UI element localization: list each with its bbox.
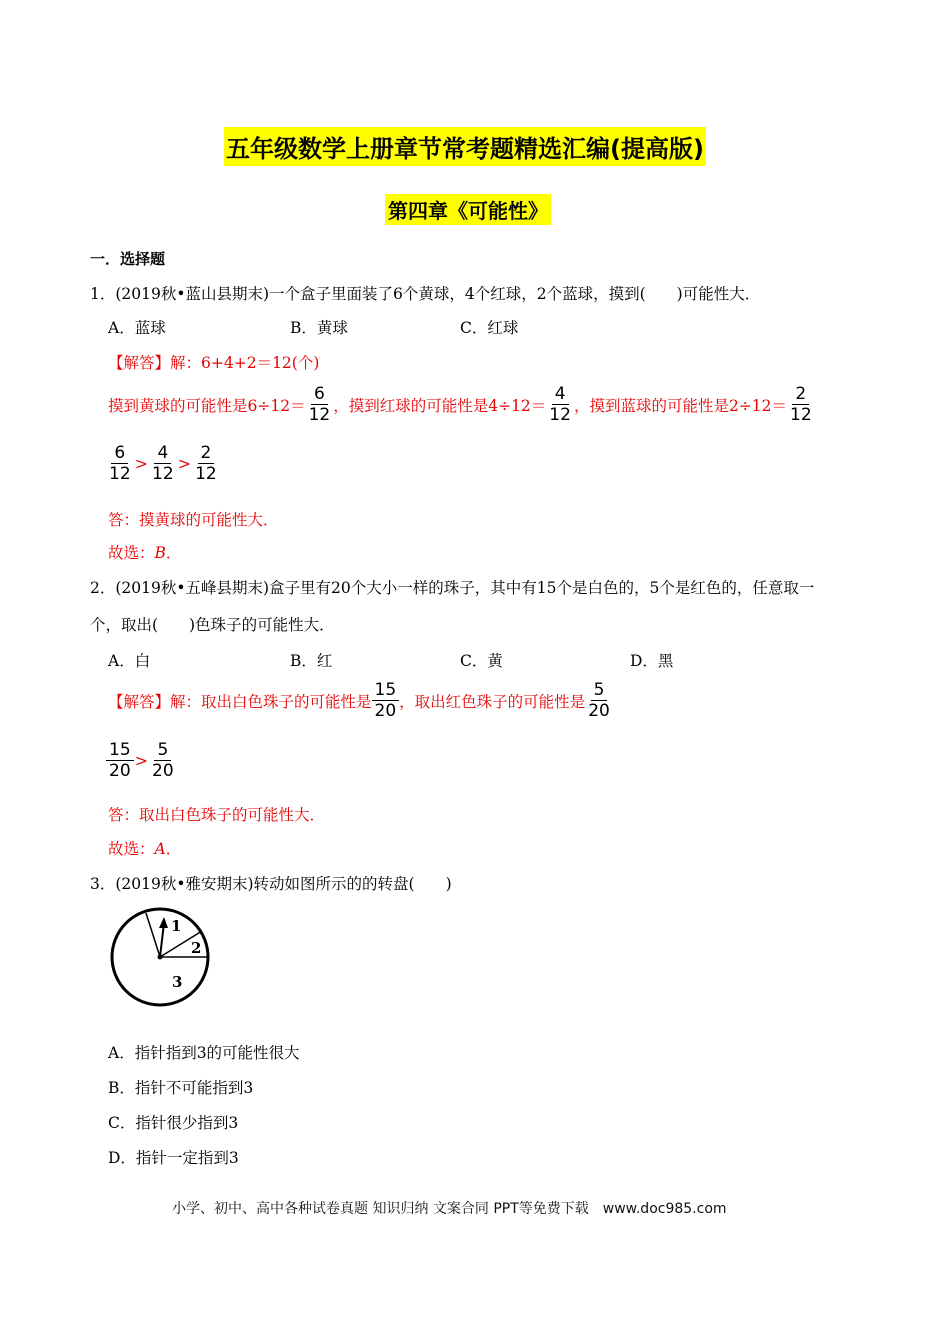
fraction: $\frac{4}{12}$ bbox=[549, 384, 571, 425]
chapter-title: 第四章《可能性》 bbox=[385, 194, 551, 225]
fraction: $\frac{15}{20}$ bbox=[106, 740, 134, 781]
q2-option-c: C．黄 bbox=[460, 652, 503, 670]
fraction: $\frac{5}{20}$ bbox=[588, 680, 610, 721]
q3-option-c: C．指针很少指到3 bbox=[108, 1114, 239, 1132]
section-heading: 一．选择题 bbox=[90, 250, 166, 268]
q2-conclusion: 答：取出白色珠子的可能性大． bbox=[108, 806, 326, 824]
greater-than: > bbox=[134, 454, 149, 473]
q3-option-b: B．指针不可能指到3 bbox=[108, 1079, 254, 1097]
spinner-pointer bbox=[160, 923, 164, 957]
q1-conclusion: 答：摸黄球的可能性大． bbox=[108, 511, 279, 529]
question-1-stem: 1．(2019秋•蓝山县期末)一个盒子里面装了6个黄球，4个红球，2个蓝球，摸到( )可能性大． bbox=[90, 285, 761, 303]
spinner-figure bbox=[108, 905, 212, 1009]
question-3-stem: 3．(2019秋•雅安期末)转动如图所示的的转盘( ) bbox=[90, 875, 452, 893]
greater-than: > bbox=[177, 454, 192, 473]
q2-option-d: D．黑 bbox=[630, 652, 674, 670]
answer-head: 解：6+4+2＝12(个) bbox=[170, 354, 320, 372]
q1-option-c: C．红球 bbox=[460, 319, 519, 337]
q1-probability-line bbox=[108, 384, 815, 425]
document-title: 五年级数学上册章节常考题精选汇编(提高版) bbox=[224, 127, 706, 166]
page-footer: 小学、初中、高中各种试卷真题 知识归纳 文案合同 PPT等免费下载 www.doc985.com bbox=[172, 1201, 727, 1217]
q1-option-b: B．黄球 bbox=[290, 319, 348, 337]
fraction: $\frac{6}{12}$ bbox=[308, 384, 331, 425]
fraction: $\frac{2}{12}$ bbox=[195, 443, 217, 484]
spinner-arrow-icon bbox=[159, 917, 168, 928]
spinner-divider bbox=[146, 913, 160, 957]
question-2-stem-line1: 2．(2019秋•五峰县期末)盒子里有20个大小一样的珠子，其中有15个是白色的，5个是红色的，任意取一 bbox=[90, 579, 815, 597]
q2-answer bbox=[108, 680, 613, 721]
q2-comparison bbox=[106, 740, 177, 781]
spinner-label-1: 1 bbox=[171, 917, 182, 935]
q1-prob-blue-text: ，摸到蓝球的可能性是2÷12＝ bbox=[573, 396, 788, 415]
answer-tag: 【解答】 bbox=[108, 354, 171, 372]
q2-answer-text-red: ，取出红色珠子的可能性是 bbox=[399, 692, 586, 711]
question-2-stem-line2: 个，取出( )色珠子的可能性大． bbox=[90, 616, 335, 634]
q1-option-a: A．蓝球 bbox=[108, 319, 166, 337]
q2-option-b: B．红 bbox=[290, 652, 333, 670]
spinner-label-3: 3 bbox=[172, 973, 183, 991]
fraction: $\frac{2}{12}$ bbox=[790, 384, 812, 425]
q1-prob-red-text: ，摸到红球的可能性是4÷12＝ bbox=[333, 396, 547, 415]
q1-comparison bbox=[106, 443, 220, 484]
q2-choice: 故选：A． bbox=[108, 840, 182, 858]
fraction: $\frac{15}{20}$ bbox=[372, 680, 400, 721]
q3-option-a: A．指针指到3的可能性很大 bbox=[108, 1044, 300, 1062]
q1-prob-yellow-text: 摸到黄球的可能性是6÷12＝ bbox=[108, 396, 306, 415]
spinner-center bbox=[158, 955, 163, 960]
q1-answer bbox=[108, 351, 319, 373]
q3-option-d: D．指针一定指到3 bbox=[108, 1149, 239, 1167]
answer-tag: 【解答】 bbox=[108, 692, 171, 711]
q2-answer-text-white: 解：取出白色珠子的可能性是 bbox=[170, 692, 372, 711]
greater-than: > bbox=[134, 751, 149, 770]
fraction: $\frac{5}{20}$ bbox=[152, 740, 174, 781]
fraction: $\frac{4}{12}$ bbox=[152, 443, 174, 484]
q1-choice: 故选：B． bbox=[108, 544, 182, 562]
spinner-label-2: 2 bbox=[191, 939, 202, 957]
q2-option-a: A．白 bbox=[108, 652, 151, 670]
fraction: $\frac{6}{12}$ bbox=[109, 443, 131, 484]
